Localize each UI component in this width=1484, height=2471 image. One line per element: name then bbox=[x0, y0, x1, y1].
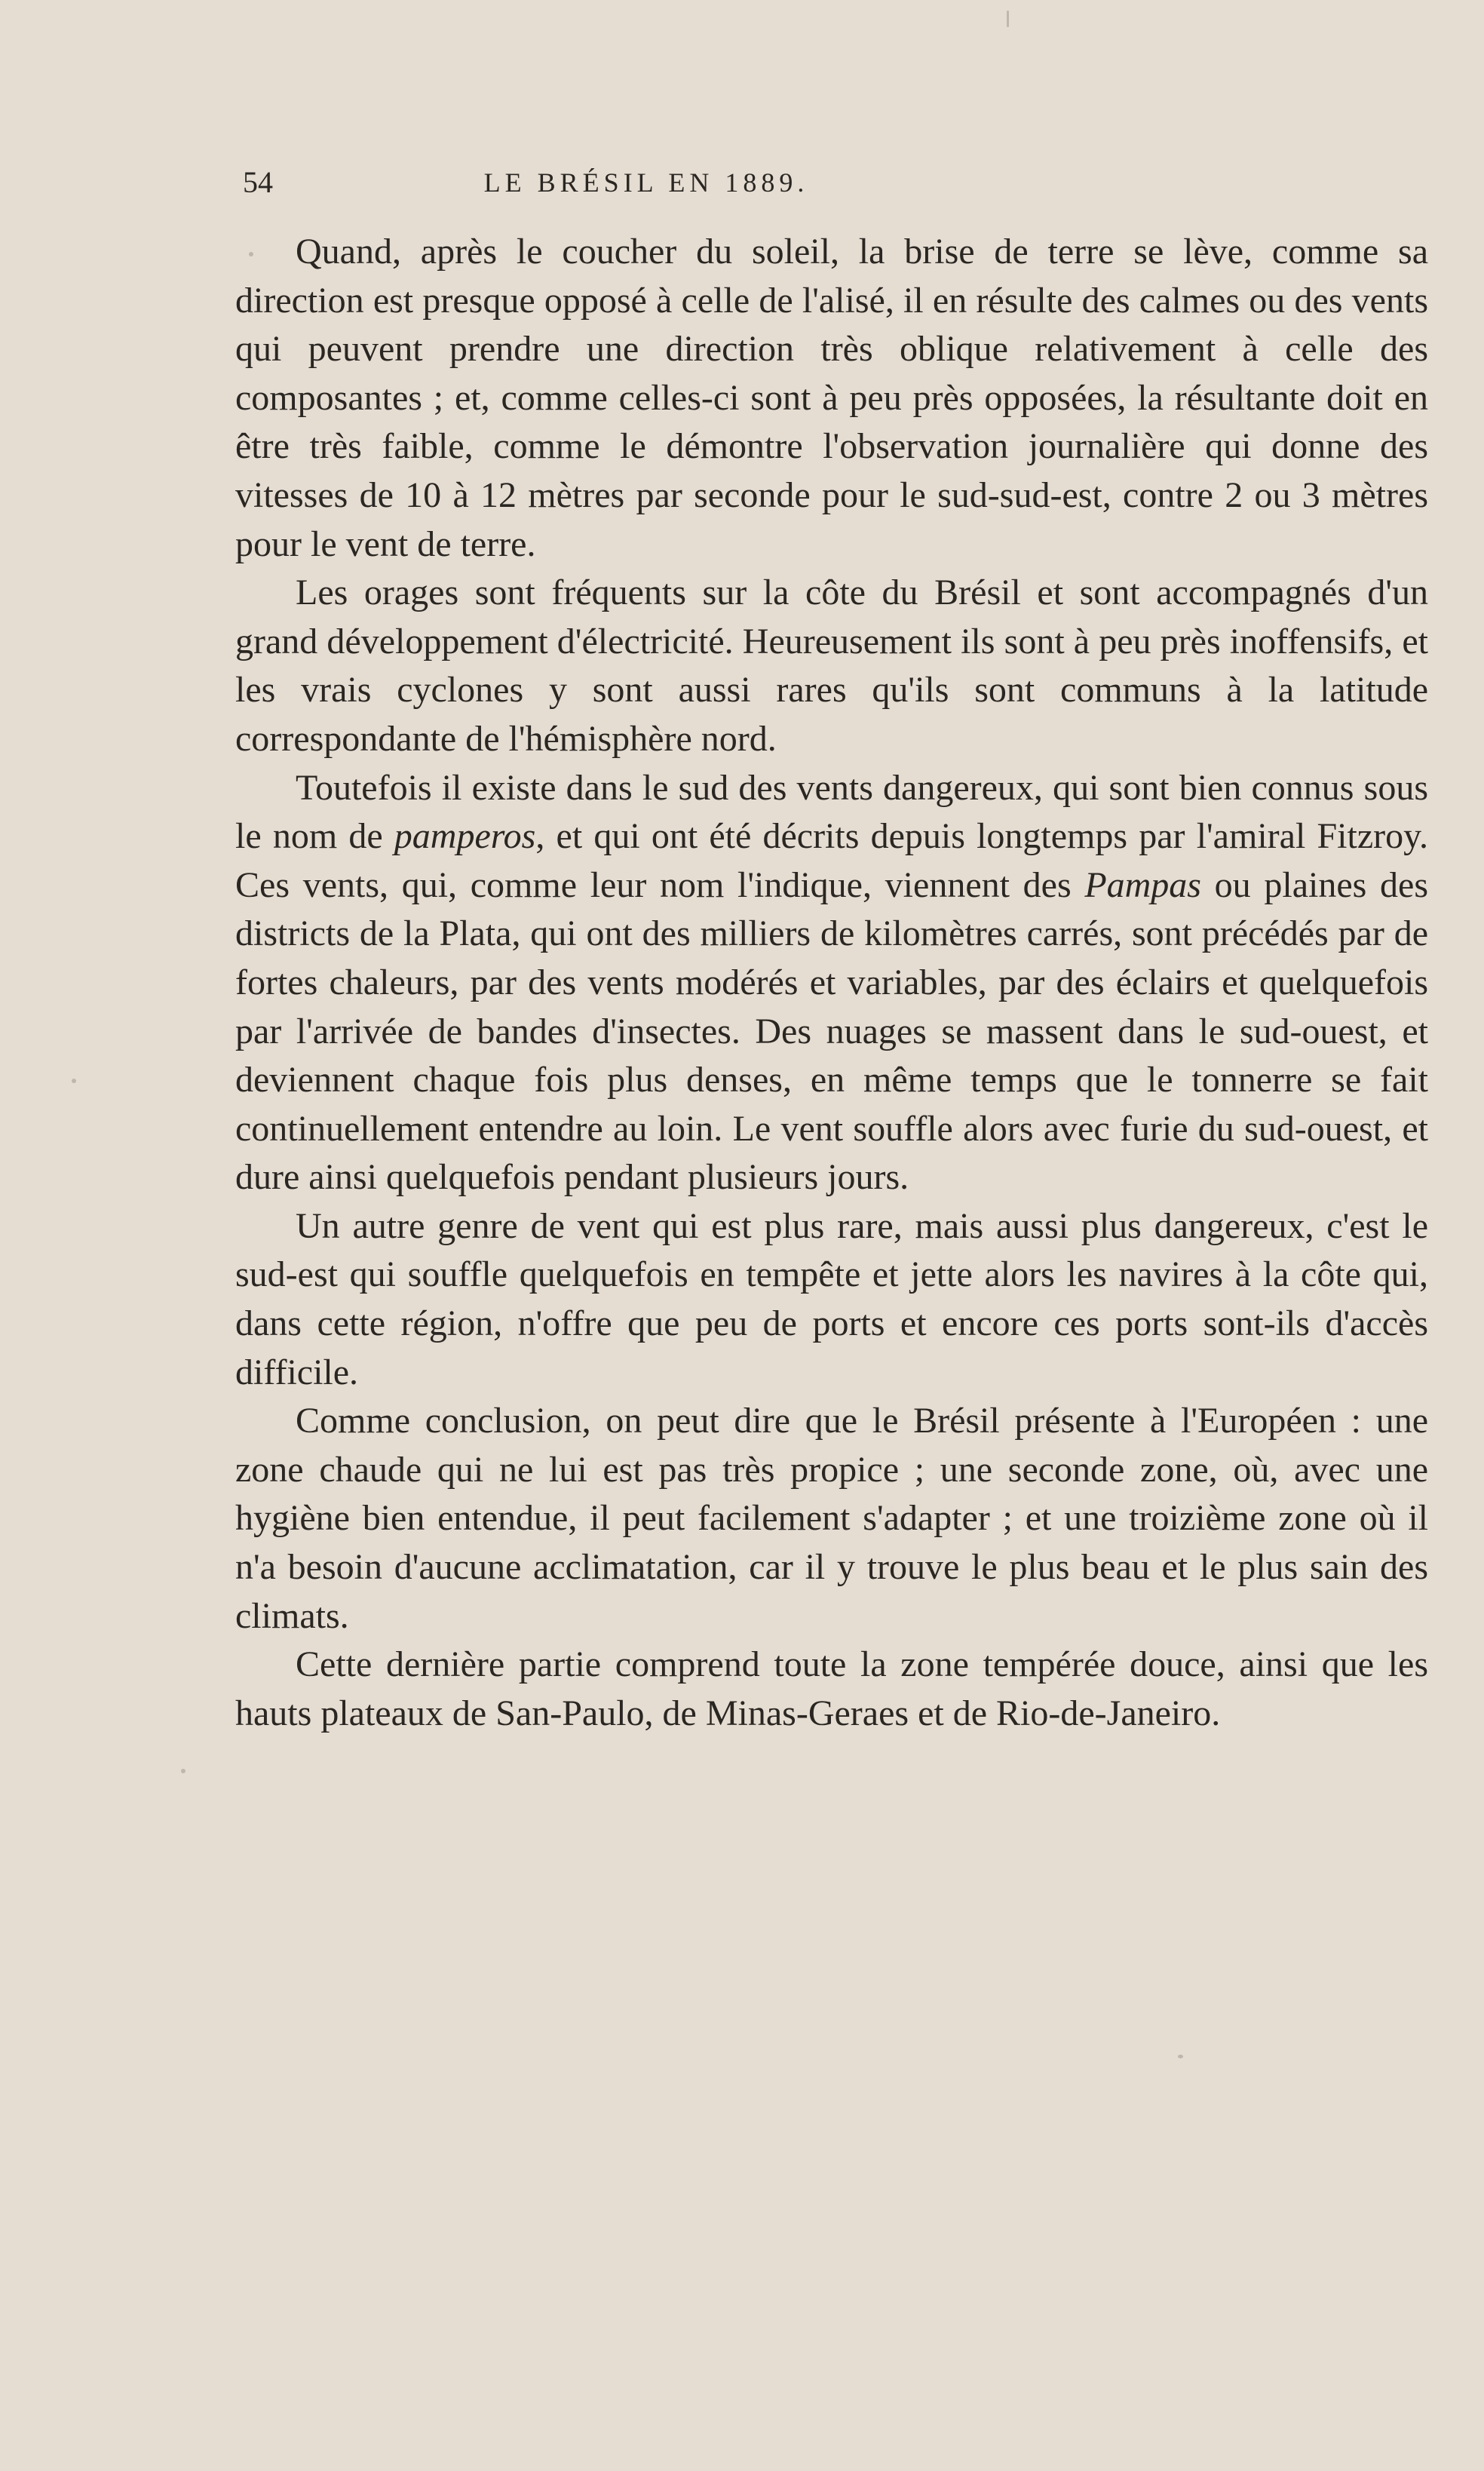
paragraph-text: Toutefois il existe dans le sud des vents dangereux, qui sont bien connus sous le nom de bbox=[235, 767, 1428, 857]
italic-term: Pampas bbox=[1084, 864, 1201, 905]
paper-speck bbox=[1178, 2055, 1183, 2058]
paragraph-text: , et qui ont été décrits depuis longtemps par l'amiral Fitzroy. Ces vents, qui, comme leur nom l'indique, viennent des bbox=[235, 816, 1428, 905]
paragraph: Cette dernière partie comprend toute la zone tempérée douce, ainsi que les hauts plateaux de San-Paulo, de Minas-Geraes et de Rio-de-Janeiro. bbox=[235, 1644, 1428, 1733]
paragraph bbox=[235, 764, 1428, 1202]
paragraph: Quand, après le coucher du soleil, la brise de terre se lève, comme sa direction est presque opposé à celle de l'alisé, il en résulte des calmes ou des vents qui peuvent prendre une direction très oblique relativement à celle des composantes ; et, comme celles-ci sont à peu près opposées, la résultante doit en être très faible, comme le démontre l'observation journalière qui donne des vitesses de 10 à 12 mètres par seconde pour le sud-sud-est, contre 2 ou 3 mètres pour le vent de terre. bbox=[235, 232, 1428, 564]
paragraph: Comme conclusion, on peut dire que le Brésil présente à l'Européen : une zone chaude qui ne lui est pas très propice ; une seconde zone, où, avec une hygiène bien entendue, il peut facilement s'adapter ; et une troizième zone où il n'a besoin d'aucune acclimatation, car il y trouve le plus beau et le plus sain des climats. bbox=[235, 1401, 1428, 1636]
paragraph-text: ou plaines des districts de la Plata, qui ont des milliers de kilomètres carrés, sont précédés par de fortes chaleurs, par des vents modérés et variables, par des éclairs et quelquefois par l'arrivée de bandes d'insectes. Des nuages se massent dans le sud-ouest, et deviennent chaque fois plus denses, en même temps que le tonnerre se fait continuellement entendre au loin. Le vent souffle alors avec furie du sud-ouest, et dure ainsi quelquefois pendant plusieurs jours. bbox=[235, 864, 1428, 1198]
paper-speck bbox=[181, 1769, 186, 1773]
paragraph: Les orages sont fréquents sur la côte du Brésil et sont accompagnés d'un grand développement d'électricité. Heureusement ils sont à peu près inoffensifs, et les vrais cyclones y sont aussi rares qu'ils sont communs à la latitude correspondante de l'hémisphère nord. bbox=[235, 572, 1428, 759]
page-number: 54 bbox=[243, 165, 273, 199]
paper-speck bbox=[1007, 11, 1009, 27]
page-header bbox=[243, 160, 1050, 205]
body-text bbox=[235, 228, 1428, 1738]
running-head: LE BRÉSIL EN 1889. bbox=[483, 167, 809, 198]
italic-term: pamperos bbox=[394, 816, 536, 857]
paper-speck bbox=[72, 1079, 76, 1083]
paper-speck bbox=[249, 252, 253, 256]
paragraph: Un autre genre de vent qui est plus rare, mais aussi plus dangereux, c'est le sud-est qui souffle quelquefois en tempête et jette alors les navires à la côte qui, dans cette région, n'offre que peu de ports et encore ces ports sont-ils d'accès difficile. bbox=[235, 1205, 1428, 1392]
